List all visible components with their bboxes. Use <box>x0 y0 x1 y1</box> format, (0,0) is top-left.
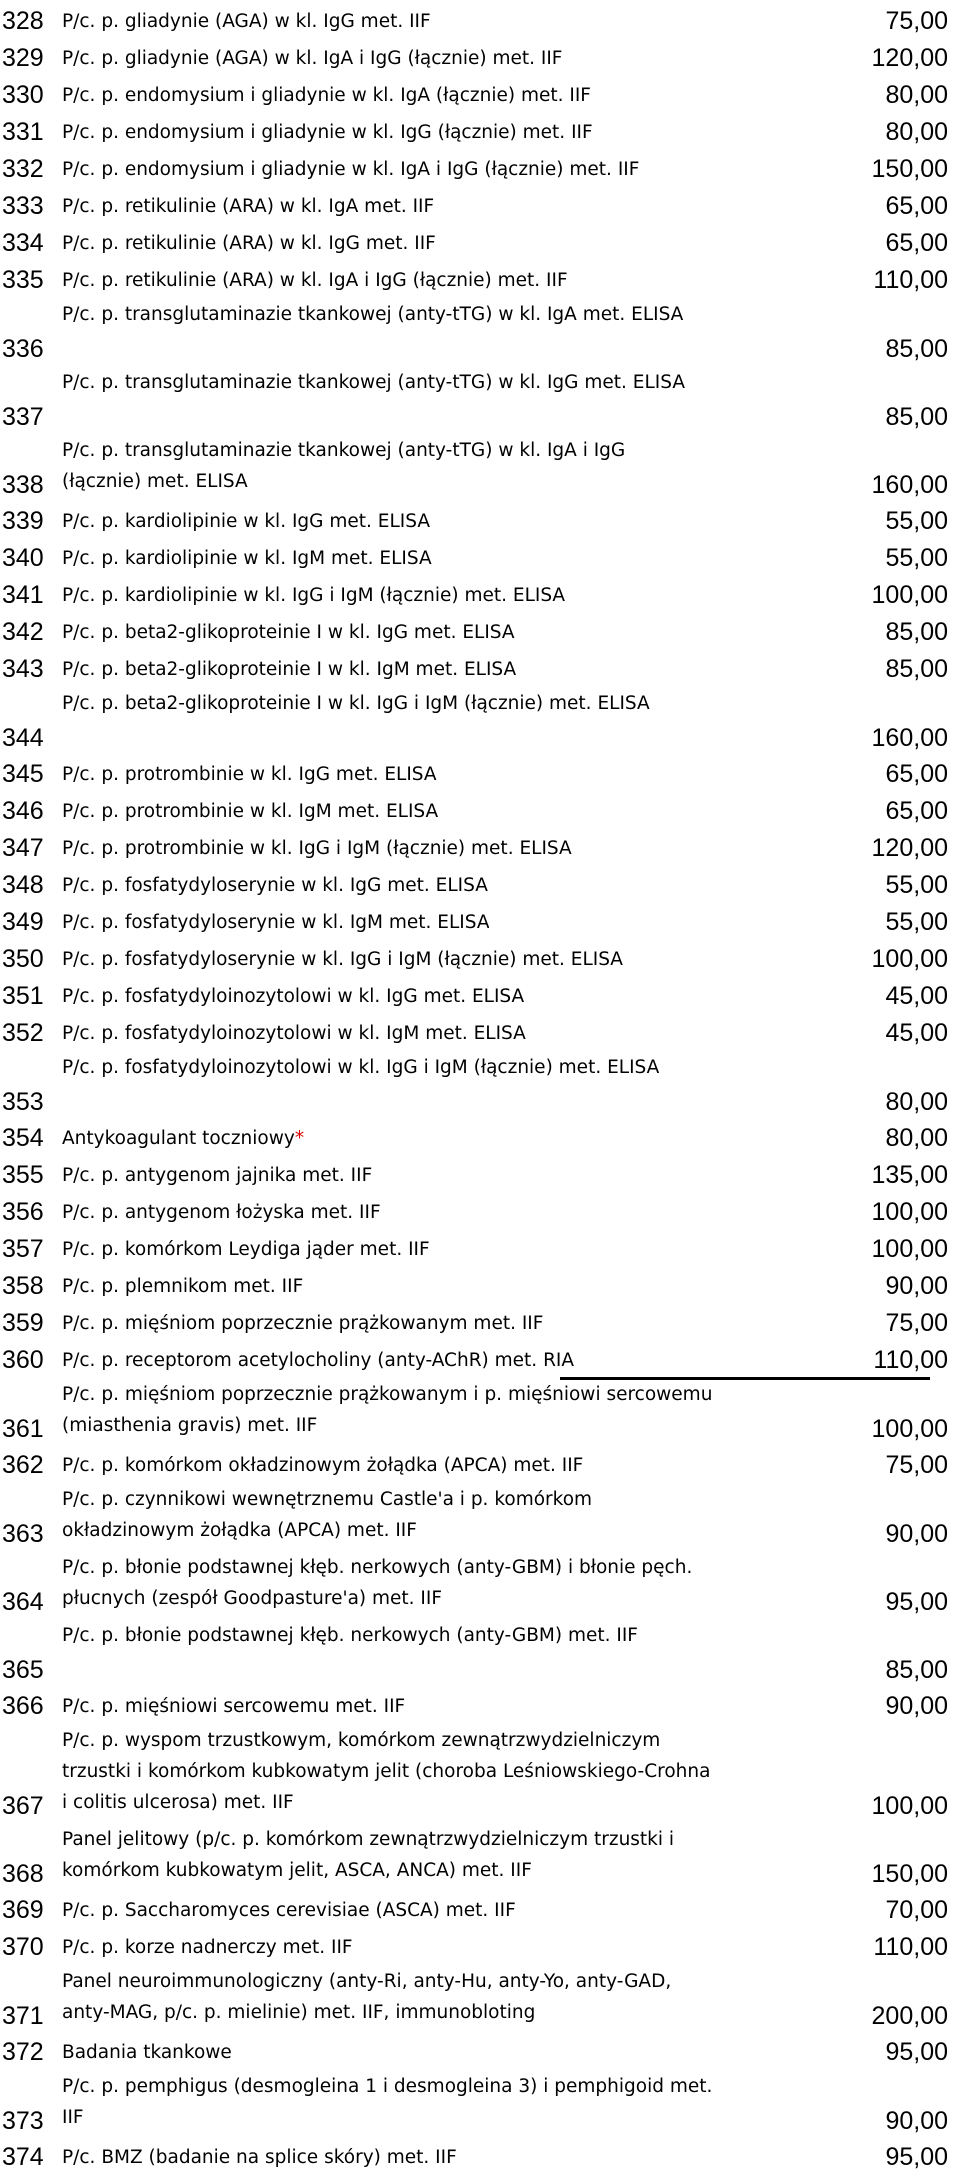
row-number: 362 <box>2 1451 44 1479</box>
table-row <box>0 114 960 151</box>
row-description <box>62 225 436 262</box>
row-number: 373 <box>2 2107 44 2135</box>
row-price: 75,00 <box>885 7 948 35</box>
table-row <box>0 1231 960 1268</box>
description-line: P/c. p. plemnikom met. IIF <box>62 1276 304 1297</box>
row-number: 349 <box>2 908 44 936</box>
table-row <box>0 225 960 262</box>
description-line: P/c. p. endomysium i gliadynie w kl. IgA i IgG (łącznie) met. IIF <box>62 159 640 180</box>
row-description <box>62 3 431 40</box>
row-price: 75,00 <box>885 1309 948 1337</box>
table-row <box>0 614 960 651</box>
row-description <box>62 756 437 793</box>
table-row <box>0 1268 960 1305</box>
description-line: P/c. p. Saccharomyces cerevisiae (ASCA) met. IIF <box>62 1900 516 1921</box>
row-number: 358 <box>2 1272 44 1300</box>
row-description <box>62 40 562 77</box>
row-number: 340 <box>2 544 44 572</box>
table-row <box>0 1120 960 1157</box>
row-number: 361 <box>2 1415 44 1443</box>
row-description <box>62 1379 712 1441</box>
row-price: 85,00 <box>885 618 948 646</box>
table-row <box>0 1824 960 1892</box>
description-line: Antykoagulant toczniowy* <box>62 1128 305 1149</box>
description-line <box>62 719 650 750</box>
description-line: P/c. p. transglutaminazie tkankowej (anty-tTG) w kl. IgA i IgG <box>62 440 626 461</box>
description-line: P/c. p. protrombinie w kl. IgG i IgM (łącznie) met. ELISA <box>62 838 572 859</box>
row-number: 346 <box>2 797 44 825</box>
row-description <box>62 614 515 651</box>
description-line: P/c. p. transglutaminazie tkankowej (anty-tTG) w kl. IgA met. ELISA <box>62 304 684 325</box>
table-row <box>0 1725 960 1824</box>
description-line: Badania tkankowe <box>62 2042 232 2063</box>
row-number: 339 <box>2 507 44 535</box>
description-line: P/c. p. gliadynie (AGA) w kl. IgG met. IIF <box>62 11 431 32</box>
table-row <box>0 1194 960 1231</box>
row-description <box>62 435 625 497</box>
row-price: 65,00 <box>885 760 948 788</box>
table-row <box>0 688 960 756</box>
row-number: 359 <box>2 1309 44 1337</box>
table-row <box>0 2034 960 2071</box>
row-price: 100,00 <box>871 1792 948 1820</box>
row-number: 350 <box>2 945 44 973</box>
row-description <box>62 1552 692 1614</box>
row-price: 110,00 <box>873 266 948 294</box>
row-number: 370 <box>2 1933 44 1961</box>
row-price: 100,00 <box>871 581 948 609</box>
row-number: 331 <box>2 118 44 146</box>
row-number: 328 <box>2 7 44 35</box>
row-description <box>62 1824 674 1886</box>
table-row <box>0 1015 960 1052</box>
row-price: 120,00 <box>871 834 948 862</box>
description-line: P/c. p. gliadynie (AGA) w kl. IgA i IgG (łącznie) met. IIF <box>62 48 563 69</box>
description-line: i colitis ulcerosa) met. IIF <box>62 1792 294 1813</box>
row-price: 55,00 <box>885 507 948 535</box>
row-number: 334 <box>2 229 44 257</box>
row-number: 342 <box>2 618 44 646</box>
row-price: 110,00 <box>873 1933 948 1961</box>
row-price: 80,00 <box>885 1088 948 1116</box>
row-number: 357 <box>2 1235 44 1263</box>
row-number: 345 <box>2 760 44 788</box>
row-number: 366 <box>2 1692 44 1720</box>
description-line <box>62 1651 638 1682</box>
table-row <box>0 367 960 435</box>
table-row <box>0 756 960 793</box>
table-row <box>0 651 960 688</box>
row-description <box>62 1194 381 1231</box>
row-price: 70,00 <box>885 1896 948 1924</box>
row-price: 65,00 <box>885 797 948 825</box>
description-line: P/c. p. protrombinie w kl. IgM met. ELISA <box>62 801 439 822</box>
description-line: komórkom kubkowatym jelit, ASCA, ANCA) met. IIF <box>62 1860 532 1881</box>
table-row <box>0 793 960 830</box>
description-line: trzustki i komórkom kubkowatym jelit (choroba Leśniowskiego-Crohna <box>62 1761 711 1782</box>
description-line: P/c. p. mięśniowi sercowemu met. IIF <box>62 1696 406 1717</box>
description-line: P/c. BMZ (badanie na splice skóry) met. IIF <box>62 2147 457 2168</box>
row-description <box>62 1157 372 1194</box>
table-row <box>0 2071 960 2139</box>
row-description <box>62 2071 712 2133</box>
row-description <box>62 188 434 225</box>
description-line: P/c. p. kardiolipinie w kl. IgG met. ELISA <box>62 511 430 532</box>
table-row <box>0 2139 960 2176</box>
row-price: 65,00 <box>885 229 948 257</box>
table-row <box>0 1552 960 1620</box>
row-number: 364 <box>2 1588 44 1616</box>
row-description <box>62 1620 638 1682</box>
row-description <box>62 151 639 188</box>
row-price: 100,00 <box>871 1198 948 1226</box>
table-row <box>0 435 960 503</box>
description-line: P/c. p. antygenom jajnika met. IIF <box>62 1165 373 1186</box>
row-price: 100,00 <box>871 1415 948 1443</box>
row-description <box>62 114 593 151</box>
description-line: P/c. p. błonie podstawnej kłęb. nerkowych (anty-GBM) met. IIF <box>62 1625 638 1646</box>
row-price: 100,00 <box>871 1235 948 1263</box>
row-number: 356 <box>2 1198 44 1226</box>
row-description <box>62 1052 659 1114</box>
row-number: 354 <box>2 1124 44 1152</box>
row-price: 85,00 <box>885 403 948 431</box>
description-line: P/c. p. korze nadnerczy met. IIF <box>62 1937 353 1958</box>
row-number: 347 <box>2 834 44 862</box>
row-description <box>62 367 685 429</box>
row-description <box>62 904 489 941</box>
description-line: P/c. p. pemphigus (desmogleina 1 i desmogleina 3) i pemphigoid met. <box>62 2076 713 2097</box>
description-line: P/c. p. protrombinie w kl. IgG met. ELISA <box>62 764 437 785</box>
description-line: P/c. p. beta2-glikoproteinie I w kl. IgM met. ELISA <box>62 659 517 680</box>
table-row <box>0 1305 960 1342</box>
row-description <box>62 299 683 361</box>
row-number: 344 <box>2 724 44 752</box>
table-row <box>0 941 960 978</box>
table-row <box>0 3 960 40</box>
row-description <box>62 1966 671 2028</box>
description-line: P/c. p. kardiolipinie w kl. IgM met. ELISA <box>62 548 432 569</box>
description-line: okładzinowym żołądka (APCA) met. IIF <box>62 1520 417 1541</box>
row-number: 338 <box>2 471 44 499</box>
row-number: 355 <box>2 1161 44 1189</box>
description-line: P/c. p. receptorom acetylocholiny (anty-AChR) met. RIA <box>62 1350 575 1371</box>
row-price: 80,00 <box>885 81 948 109</box>
description-line: P/c. p. komórkom Leydiga jąder met. IIF <box>62 1239 430 1260</box>
description-line: P/c. p. mięśniom poprzecznie prążkowanym i p. mięśniowi sercowemu <box>62 1384 713 1405</box>
row-number: 368 <box>2 1860 44 1888</box>
table-row <box>0 1929 960 1966</box>
row-description <box>62 503 430 540</box>
row-price: 75,00 <box>885 1451 948 1479</box>
row-price: 80,00 <box>885 1124 948 1152</box>
row-description <box>62 577 565 614</box>
row-number: 333 <box>2 192 44 220</box>
row-description <box>62 1688 405 1725</box>
row-price: 95,00 <box>885 2143 948 2171</box>
row-price: 90,00 <box>885 1272 948 1300</box>
table-row <box>0 77 960 114</box>
row-number: 329 <box>2 44 44 72</box>
row-price: 90,00 <box>885 1520 948 1548</box>
description-line: P/c. p. komórkom okładzinowym żołądka (APCA) met. IIF <box>62 1455 584 1476</box>
row-price: 55,00 <box>885 871 948 899</box>
row-description <box>62 1268 303 1305</box>
row-description <box>62 1342 574 1379</box>
description-line: P/c. p. fosfatydyloserynie w kl. IgM met. ELISA <box>62 912 490 933</box>
table-row <box>0 151 960 188</box>
row-price: 65,00 <box>885 192 948 220</box>
table-row <box>0 1342 960 1379</box>
row-description <box>62 1929 353 1966</box>
table-row <box>0 1892 960 1929</box>
row-description <box>62 1120 304 1157</box>
description-line: P/c. p. czynnikowi wewnętrznemu Castle'a i p. komórkom <box>62 1489 593 1510</box>
row-price: 90,00 <box>885 2107 948 2135</box>
row-number: 371 <box>2 2002 44 2030</box>
description-line: P/c. p. fosfatydyloinozytolowi w kl. IgG i IgM (łącznie) met. ELISA <box>62 1057 660 1078</box>
row-price: 85,00 <box>885 655 948 683</box>
table-row <box>0 40 960 77</box>
description-line: (łącznie) met. ELISA <box>62 471 248 492</box>
row-number: 341 <box>2 581 44 609</box>
table-row <box>0 1620 960 1688</box>
table-row <box>0 577 960 614</box>
description-line: P/c. p. endomysium i gliadynie w kl. IgG (łącznie) met. IIF <box>62 122 593 143</box>
table-row <box>0 1688 960 1725</box>
description-line: P/c. p. fosfatydyloserynie w kl. IgG met. ELISA <box>62 875 488 896</box>
description-line: anty-MAG, p/c. p. mielinie) met. IIF, immunobloting <box>62 2002 536 2023</box>
row-number: 332 <box>2 155 44 183</box>
description-line: P/c. p. retikulinie (ARA) w kl. IgA met. IIF <box>62 196 435 217</box>
row-number: 343 <box>2 655 44 683</box>
row-description <box>62 2139 457 2176</box>
row-number: 369 <box>2 1896 44 1924</box>
description-line: P/c. p. błonie podstawnej kłęb. nerkowych (anty-GBM) i błonie pęch. <box>62 1557 693 1578</box>
description-line: P/c. p. wyspom trzustkowym, komórkom zewnątrzwydzielniczym <box>62 1730 661 1751</box>
row-description <box>62 1447 583 1484</box>
table-row <box>0 540 960 577</box>
row-description <box>62 978 524 1015</box>
row-price: 95,00 <box>885 2038 948 2066</box>
row-price: 120,00 <box>871 44 948 72</box>
description-line: P/c. p. fosfatydyloinozytolowi w kl. IgG met. ELISA <box>62 986 525 1007</box>
row-price: 200,00 <box>871 2002 948 2030</box>
row-description <box>62 793 438 830</box>
row-description <box>62 1892 516 1929</box>
row-price: 150,00 <box>871 155 948 183</box>
table-row <box>0 1484 960 1552</box>
row-price: 85,00 <box>885 335 948 363</box>
table-row <box>0 904 960 941</box>
row-price: 135,00 <box>871 1161 948 1189</box>
row-description <box>62 1725 710 1818</box>
table-row <box>0 867 960 904</box>
description-line: P/c. p. beta2-glikoproteinie I w kl. IgG met. ELISA <box>62 622 515 643</box>
table-row <box>0 1052 960 1120</box>
row-price: 55,00 <box>885 908 948 936</box>
row-description <box>62 262 568 299</box>
row-description <box>62 1305 543 1342</box>
row-number: 336 <box>2 335 44 363</box>
description-line: P/c. p. transglutaminazie tkankowej (anty-tTG) w kl. IgG met. ELISA <box>62 372 686 393</box>
row-price: 45,00 <box>885 982 948 1010</box>
row-number: 353 <box>2 1088 44 1116</box>
row-price: 45,00 <box>885 1019 948 1047</box>
description-line: P/c. p. retikulinie (ARA) w kl. IgA i IgG (łącznie) met. IIF <box>62 270 568 291</box>
description-line <box>62 1083 659 1114</box>
row-price: 160,00 <box>871 471 948 499</box>
row-price: 95,00 <box>885 1588 948 1616</box>
table-row <box>0 503 960 540</box>
row-price: 110,00 <box>873 1346 948 1374</box>
description-line: P/c. p. endomysium i gliadynie w kl. IgA (łącznie) met. IIF <box>62 85 591 106</box>
table-row <box>0 262 960 299</box>
row-description <box>62 867 488 904</box>
table-row <box>0 1157 960 1194</box>
row-price: 55,00 <box>885 544 948 572</box>
description-line: P/c. p. antygenom łożyska met. IIF <box>62 1202 381 1223</box>
asterisk-marker: * <box>294 1128 305 1149</box>
row-price: 80,00 <box>885 118 948 146</box>
row-number: 374 <box>2 2143 44 2171</box>
row-number: 330 <box>2 81 44 109</box>
row-price: 90,00 <box>885 1692 948 1720</box>
description-line: P/c. p. beta2-glikoproteinie I w kl. IgG i IgM (łącznie) met. ELISA <box>62 693 650 714</box>
row-number: 367 <box>2 1792 44 1820</box>
row-description <box>62 540 432 577</box>
description-line: IIF <box>62 2107 84 2128</box>
description-line <box>62 330 683 361</box>
row-number: 372 <box>2 2038 44 2066</box>
description-line: P/c. p. mięśniom poprzecznie prążkowanym met. IIF <box>62 1313 544 1334</box>
row-description <box>62 688 650 750</box>
table-row <box>0 299 960 367</box>
description-line: P/c. p. fosfatydyloserynie w kl. IgG i IgM (łącznie) met. ELISA <box>62 949 623 970</box>
row-number: 352 <box>2 1019 44 1047</box>
row-number: 365 <box>2 1656 44 1684</box>
description-line <box>62 398 685 429</box>
table-row <box>0 1966 960 2034</box>
row-price: 160,00 <box>871 724 948 752</box>
description-line: płucnych (zespół Goodpasture'a) met. IIF <box>62 1588 442 1609</box>
row-description <box>62 1015 526 1052</box>
table-row <box>0 188 960 225</box>
row-number: 351 <box>2 982 44 1010</box>
row-price: 100,00 <box>871 945 948 973</box>
row-number: 348 <box>2 871 44 899</box>
row-number: 363 <box>2 1520 44 1548</box>
description-line: Panel jelitowy (p/c. p. komórkom zewnątrzwydzielniczym trzustki i <box>62 1829 675 1850</box>
description-line: P/c. p. retikulinie (ARA) w kl. IgG met. IIF <box>62 233 436 254</box>
row-description <box>62 2034 232 2071</box>
row-description <box>62 1484 592 1546</box>
row-description <box>62 651 516 688</box>
row-description <box>62 830 572 867</box>
row-description <box>62 1231 430 1268</box>
description-line: Panel neuroimmunologiczny (anty-Ri, anty-Hu, anty-Yo, anty-GAD, <box>62 1971 672 1992</box>
description-line: (miasthenia gravis) met. IIF <box>62 1415 318 1436</box>
table-row <box>0 1379 960 1447</box>
row-description <box>62 77 591 114</box>
table-row <box>0 830 960 867</box>
table-row <box>0 978 960 1015</box>
row-number: 337 <box>2 403 44 431</box>
description-line: P/c. p. fosfatydyloinozytolowi w kl. IgM met. ELISA <box>62 1023 526 1044</box>
row-number: 335 <box>2 266 44 294</box>
row-number: 360 <box>2 1346 44 1374</box>
row-price: 150,00 <box>871 1860 948 1888</box>
table-row <box>0 1447 960 1484</box>
row-description <box>62 941 623 978</box>
row-price: 85,00 <box>885 1656 948 1684</box>
description-line: P/c. p. kardiolipinie w kl. IgG i IgM (łącznie) met. ELISA <box>62 585 566 606</box>
